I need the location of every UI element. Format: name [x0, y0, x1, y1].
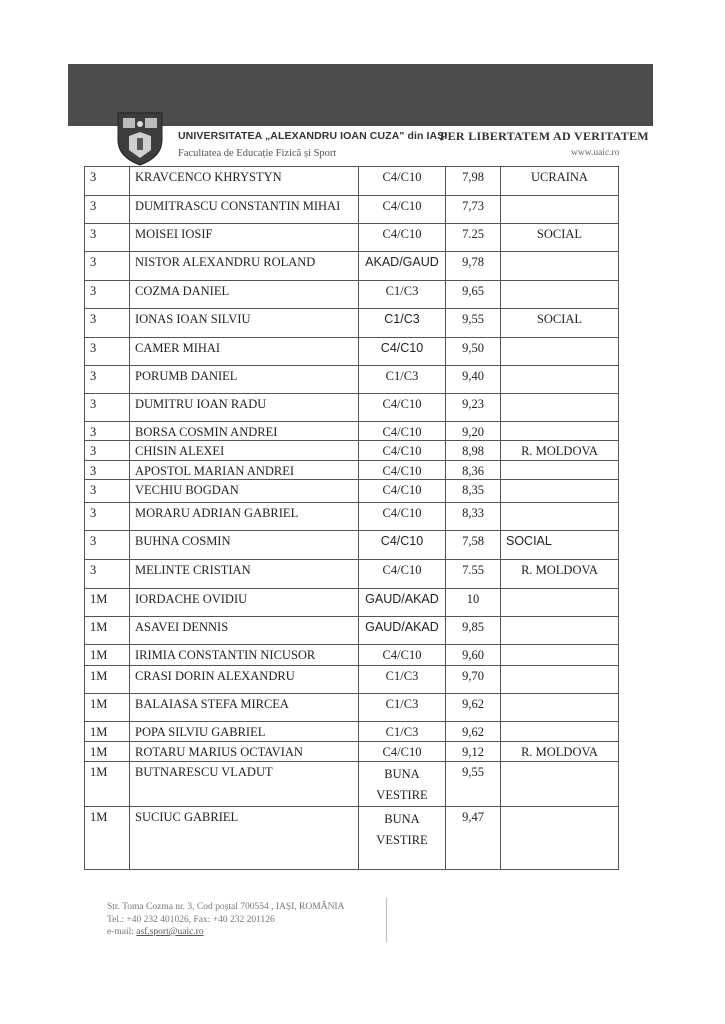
- cell-category: GAUD/AKAD: [359, 617, 446, 645]
- cell-note: UCRAINA: [501, 167, 619, 196]
- cell-category: C1/C3: [359, 722, 446, 742]
- cell-grade: 9,62: [446, 694, 501, 722]
- cell-note: [501, 694, 619, 722]
- cell-name: MOISEI IOSIF: [130, 224, 359, 252]
- cell-grade: 9,12: [446, 742, 501, 762]
- table-row: [85, 252, 619, 281]
- table-row: [85, 167, 619, 196]
- cell-name: COZMA DANIEL: [130, 281, 359, 309]
- cell-category: AKAD/GAUD: [359, 252, 446, 281]
- footer-divider: [386, 898, 387, 942]
- footer-address: Str. Toma Cozma nr. 3, Cod poștal 700554 , IAȘI, ROMÂNIA: [107, 902, 345, 912]
- cell-category: C4/C10: [359, 480, 446, 503]
- university-name: UNIVERSITATEA „ALEXANDRU IOAN CUZA" din IAȘI: [178, 130, 448, 142]
- cell-note: [501, 480, 619, 503]
- table-row: [85, 441, 619, 461]
- cell-note: SOCIAL: [501, 531, 619, 560]
- cell-category: BUNA VESTIRE: [359, 807, 446, 870]
- cell-year: 1M: [85, 617, 130, 645]
- cell-note: [501, 589, 619, 617]
- cell-category: C4/C10: [359, 196, 446, 224]
- cell-note: [501, 394, 619, 422]
- cell-name: BALAIASA STEFA MIRCEA: [130, 694, 359, 722]
- cell-grade: 9,23: [446, 394, 501, 422]
- cell-category: C4/C10: [359, 422, 446, 441]
- student-roster-table: [84, 166, 619, 870]
- cell-grade: 9,47: [446, 807, 501, 870]
- cell-year: 3: [85, 441, 130, 461]
- cell-year: 3: [85, 394, 130, 422]
- website-link[interactable]: www.uaic.ro: [571, 148, 620, 158]
- cell-grade: 8,35: [446, 480, 501, 503]
- cell-year: 3: [85, 560, 130, 589]
- cell-note: [501, 503, 619, 531]
- cell-category: BUNA VESTIRE: [359, 762, 446, 807]
- cell-note: [501, 252, 619, 281]
- cell-name: IORDACHE OVIDIU: [130, 589, 359, 617]
- cell-note: R. MOLDOVA: [501, 441, 619, 461]
- cell-name: SUCIUC GABRIEL: [130, 807, 359, 870]
- cell-note: [501, 762, 619, 807]
- cell-grade: 9,60: [446, 645, 501, 666]
- cell-name: PORUMB DANIEL: [130, 366, 359, 394]
- cell-year: 1M: [85, 645, 130, 666]
- cell-note: SOCIAL: [501, 309, 619, 338]
- cell-category: C1/C3: [359, 666, 446, 694]
- cell-note: [501, 338, 619, 366]
- table-row: [85, 224, 619, 252]
- cell-category: C4/C10: [359, 503, 446, 531]
- cell-category: C4/C10: [359, 742, 446, 762]
- cell-grade: 9,65: [446, 281, 501, 309]
- cell-note: [501, 196, 619, 224]
- footer-contact: [107, 901, 344, 939]
- table-row: [85, 694, 619, 722]
- cell-category: C4/C10: [359, 531, 446, 560]
- cell-category: C1/C3: [359, 281, 446, 309]
- cell-year: 3: [85, 366, 130, 394]
- cell-category: C1/C3: [359, 309, 446, 338]
- cell-grade: 9,50: [446, 338, 501, 366]
- cell-grade: 7,98: [446, 167, 501, 196]
- table-row: [85, 338, 619, 366]
- cell-grade: 9,85: [446, 617, 501, 645]
- cell-note: [501, 281, 619, 309]
- table-row: [85, 666, 619, 694]
- cell-grade: 9,55: [446, 762, 501, 807]
- table-row: [85, 309, 619, 338]
- cell-note: R. MOLDOVA: [501, 560, 619, 589]
- table-row: [85, 617, 619, 645]
- table-row: [85, 281, 619, 309]
- cell-name: BORSA COSMIN ANDREI: [130, 422, 359, 441]
- table-row: [85, 394, 619, 422]
- cell-year: 1M: [85, 722, 130, 742]
- cell-grade: 7,58: [446, 531, 501, 560]
- cell-grade: 7.55: [446, 560, 501, 589]
- footer-email-label: e-mail:: [107, 927, 134, 937]
- table-row: [85, 461, 619, 480]
- cell-year: 1M: [85, 762, 130, 807]
- cell-category: C4/C10: [359, 394, 446, 422]
- cell-name: BUTNARESCU VLADUT: [130, 762, 359, 807]
- cell-grade: 8,36: [446, 461, 501, 480]
- cell-name: CHISIN ALEXEI: [130, 441, 359, 461]
- cell-category: GAUD/AKAD: [359, 589, 446, 617]
- cell-year: 3: [85, 461, 130, 480]
- cell-note: [501, 645, 619, 666]
- table-row: [85, 560, 619, 589]
- cell-year: 1M: [85, 807, 130, 870]
- cell-grade: 9,62: [446, 722, 501, 742]
- cell-name: DUMITRU IOAN RADU: [130, 394, 359, 422]
- cell-category: C4/C10: [359, 560, 446, 589]
- cell-name: CRASI DORIN ALEXANDRU: [130, 666, 359, 694]
- cell-year: 3: [85, 309, 130, 338]
- cell-category: C4/C10: [359, 441, 446, 461]
- footer-email-line: [107, 926, 344, 939]
- cell-category: C4/C10: [359, 461, 446, 480]
- cell-category: C1/C3: [359, 694, 446, 722]
- cell-category: C4/C10: [359, 338, 446, 366]
- cell-category: C4/C10: [359, 167, 446, 196]
- cell-name: VECHIU BOGDAN: [130, 480, 359, 503]
- cell-note: [501, 722, 619, 742]
- cell-year: 3: [85, 281, 130, 309]
- cell-name: IRIMIA CONSTANTIN NICUSOR: [130, 645, 359, 666]
- cell-category: C4/C10: [359, 645, 446, 666]
- cell-grade: 7.25: [446, 224, 501, 252]
- cell-name: IONAS IOAN SILVIU: [130, 309, 359, 338]
- cell-year: 1M: [85, 742, 130, 762]
- cell-grade: 9,20: [446, 422, 501, 441]
- cell-name: CAMER MIHAI: [130, 338, 359, 366]
- cell-year: 1M: [85, 589, 130, 617]
- table-row: [85, 722, 619, 742]
- cell-category: C4/C10: [359, 224, 446, 252]
- cell-note: [501, 807, 619, 870]
- university-motto: PER LIBERTATEM AD VERITATEM: [440, 129, 649, 143]
- cell-note: [501, 366, 619, 394]
- cell-year: 3: [85, 422, 130, 441]
- cell-year: 3: [85, 196, 130, 224]
- table-row: [85, 503, 619, 531]
- faculty-name: Facultatea de Educație Fizică și Sport: [178, 148, 337, 159]
- cell-name: BUHNA COSMIN: [130, 531, 359, 560]
- cell-year: 3: [85, 338, 130, 366]
- cell-year: 1M: [85, 694, 130, 722]
- cell-note: [501, 666, 619, 694]
- cell-grade: 7,73: [446, 196, 501, 224]
- cell-category: C1/C3: [359, 366, 446, 394]
- table-row: [85, 762, 619, 807]
- cell-year: 3: [85, 167, 130, 196]
- cell-year: 3: [85, 503, 130, 531]
- cell-note: [501, 461, 619, 480]
- table-row: [85, 422, 619, 441]
- cell-note: [501, 617, 619, 645]
- table-row: [85, 366, 619, 394]
- cell-name: MORARU ADRIAN GABRIEL: [130, 503, 359, 531]
- table-row: [85, 480, 619, 503]
- cell-year: 3: [85, 531, 130, 560]
- footer-phone: Tel.: +40 232 401026, Fax: +40 232 201126: [107, 914, 275, 925]
- cell-year: 3: [85, 224, 130, 252]
- cell-name: KRAVCENCO KHRYSTYN: [130, 167, 359, 196]
- table-row: [85, 196, 619, 224]
- cell-note: [501, 422, 619, 441]
- cell-year: 1M: [85, 666, 130, 694]
- cell-grade: 8,98: [446, 441, 501, 461]
- cell-name: POPA SILVIU GABRIEL: [130, 722, 359, 742]
- cell-name: NISTOR ALEXANDRU ROLAND: [130, 252, 359, 281]
- table-row: [85, 742, 619, 762]
- cell-year: 3: [85, 252, 130, 281]
- table-row: [85, 531, 619, 560]
- table-row: [85, 645, 619, 666]
- cell-year: 3: [85, 480, 130, 503]
- cell-grade: 8,33: [446, 503, 501, 531]
- cell-name: MELINTE CRISTIAN: [130, 560, 359, 589]
- cell-name: APOSTOL MARIAN ANDREI: [130, 461, 359, 480]
- cell-grade: 10: [446, 589, 501, 617]
- cell-name: ROTARU MARIUS OCTAVIAN: [130, 742, 359, 762]
- cell-grade: 9,40: [446, 366, 501, 394]
- cell-name: ASAVEI DENNIS: [130, 617, 359, 645]
- cell-grade: 9,70: [446, 666, 501, 694]
- cell-note: R. MOLDOVA: [501, 742, 619, 762]
- cell-name: DUMITRASCU CONSTANTIN MIHAI: [130, 196, 359, 224]
- cell-grade: 9,78: [446, 252, 501, 281]
- cell-grade: 9,55: [446, 309, 501, 338]
- footer-email-link[interactable]: asf.sport@uaic.ro: [136, 927, 204, 937]
- university-crest-logo: [115, 110, 165, 166]
- table-row: [85, 589, 619, 617]
- table-row: [85, 807, 619, 870]
- cell-note: SOCIAL: [501, 224, 619, 252]
